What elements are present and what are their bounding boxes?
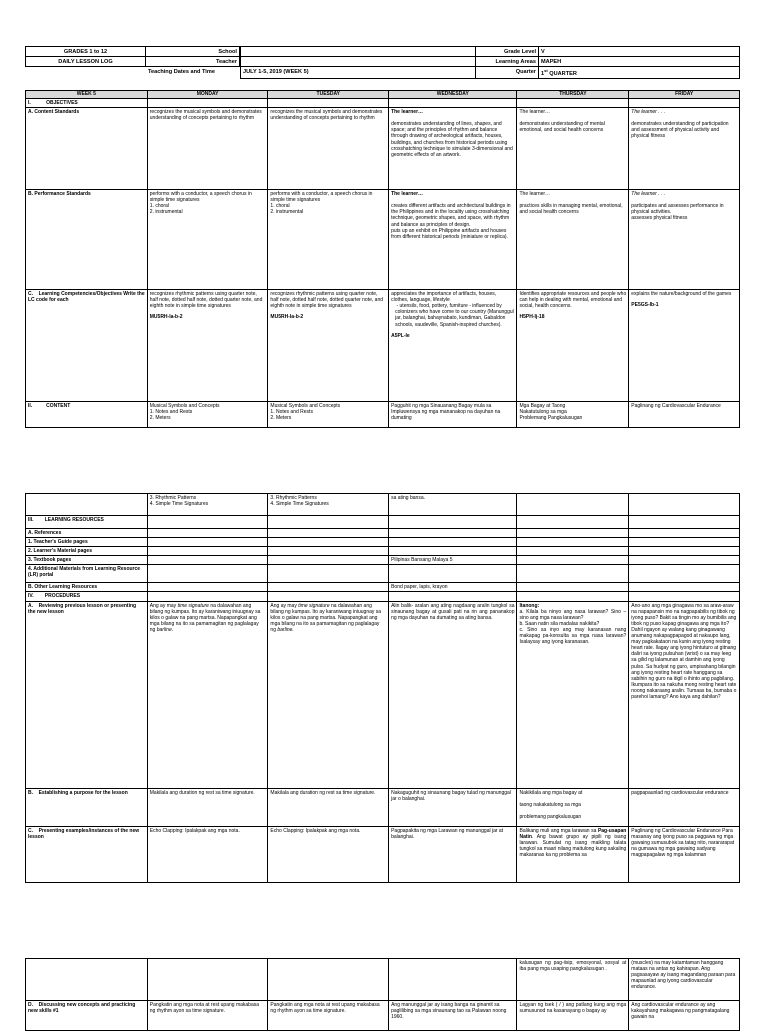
dates-label: Teaching Dates and Time xyxy=(148,69,215,75)
learning-resources-label: III. LEARNING RESOURCES xyxy=(26,516,148,529)
objectives-row xyxy=(26,99,740,108)
log-title: DAILY LESSON LOG xyxy=(26,57,146,67)
content-thursday: Mga Bagay at Taong Nakatutulong sa mga Problemang Pangkalusugan xyxy=(517,402,629,428)
col-wednesday: WEDNESDAY xyxy=(389,91,517,99)
other-resources-row xyxy=(26,583,740,592)
grade-level-value: V xyxy=(539,47,740,57)
review-thursday: Itanong: a. Kilala ba ninyo ang nasa larawan? Sino – sino ang mga nasa larawan? b. Saan natin sila madalas nakikita? c. Sino sa inyo ang may karanasan nang makapag pa-konsulta sa mga nasa larawan? Isalaysay ang iyong karanasan. xyxy=(517,601,629,788)
competencies-label: C. Learning Competencies/Objectives Write the LC code for each xyxy=(26,290,148,402)
procedures-label: IV. PROCEDURES xyxy=(26,592,148,601)
reviewing-row xyxy=(26,601,740,788)
content-label: II. CONTENT xyxy=(26,402,148,428)
lc-tuesday: recognizes rhythmic patterns using quarter note, half note, dotted half note, dotted quarter note, and eighth note in simple time signatures MU5RH-Ia-b-2 xyxy=(268,290,389,402)
discussing-label: D. Discussing new concepts and practicing new skills #1 xyxy=(26,1001,148,1031)
content-standards-label: A. Content Standards xyxy=(26,108,148,190)
presenting-friday: Paglinang ng Cardiovascular Endurance Para masanay ang iyong puso sa paggawa ng mga gawaing sumusubok sa tatag nito, narararapat na gumawa ng mga gawaing sadyang magpapagalaw ng mga kalamnan xyxy=(629,826,740,882)
learning-areas-value: MAPEH xyxy=(539,57,740,67)
school-value xyxy=(241,47,476,57)
lc-friday: explains the nature/background of the games PE5GS-Ib-1 xyxy=(629,290,740,402)
lesson-log-table-p1 xyxy=(25,90,740,428)
competencies-row xyxy=(26,290,740,402)
performance-standards-row xyxy=(26,190,740,290)
discussing-thursday: Lagyan ng tsek ( / ) ang patlang kung ang mga sumusunod na kasanayang o bagay ay xyxy=(517,1001,629,1031)
school-label: School xyxy=(146,47,240,57)
textbook-wednesday: Pilipinas Bansang Malaya 5 xyxy=(389,556,517,565)
purpose-row xyxy=(26,788,740,826)
review-wednesday: Alin balik- aralan ang ating nagdaang aralin tungkol sa sinaunang bagay at gusali pati na rin ang pananakop ng mga dayuhan na dumating sa ating bansa. xyxy=(389,601,517,788)
purpose-label: B. Establishing a purpose for the lesson xyxy=(26,788,148,826)
lesson-log-table-p3 xyxy=(25,958,740,1031)
content-row xyxy=(26,402,740,428)
page-1 xyxy=(0,0,768,440)
col-friday: FRIDAY xyxy=(629,91,740,99)
discussing-wednesday: Ang manunggal jar ay isang banga na ginamit sa paglilibing sa mga sinaunang tao sa Palawan noong 1960. xyxy=(389,1001,517,1031)
col-thursday: THURSDAY xyxy=(517,91,629,99)
purpose-wednesday: Nakaguguhit ng sinaunang bagay tulad ng manunggal jar o balanghai. xyxy=(389,788,517,826)
content-friday: Paglinang ng Cardiovascular Endurance xyxy=(629,402,740,428)
other-resources-wednesday: Bond paper, lapis, krayon xyxy=(389,583,517,592)
content-continued-row xyxy=(26,494,740,516)
purpose-thursday: Nakikilala ang mga bagay at taong nakakatulong sa mga problemang pangkalusugan xyxy=(517,788,629,826)
content-cont-wednesday: sa ating bansa. xyxy=(389,494,517,516)
content-tuesday: Musical Symbols and Concepts 1. Notes and Rests 2. Meters xyxy=(268,402,389,428)
performance-standards-label: B. Performance Standards xyxy=(26,190,148,290)
discussing-monday: Pangkatin ang mga nota at rest upang makabasa ng rhythm ayon sa time signature. xyxy=(147,1001,268,1031)
textbook-pages-row xyxy=(26,556,740,565)
textbook-pages-label: 3. Textbook pages xyxy=(26,556,148,565)
quarter-value: 1st QUARTER xyxy=(539,67,740,79)
lc-wednesday: appreciates the importance of artifacts, houses, clothes, language, lifestyle - utensils, food, pottery, furniture - influenced by colonizers who have come to our country (Manunggul jar, balanghai, bahaynabato, kundiman, Gabaldon schools, vaudeville, Spanish-inspired churches). A5PL-Ie xyxy=(389,290,517,402)
objectives-label: I. OBJECTIVES xyxy=(26,99,148,108)
additional-materials-label: 4. Additional Materials from Learning Resource (LR) portal xyxy=(26,565,148,583)
cs-friday: The learner . . . demonstrates understanding of participation and assessment of physical activity and physical fitness xyxy=(629,108,740,190)
references-label: A. References xyxy=(26,529,148,538)
tg-pages-row xyxy=(26,538,740,547)
lc-monday: recognizes rhythmic patterns using quarter note, half note, dotted half note, dotted quarter note, and eighth note in simple time signatures MU5RH-Ia-b-2 xyxy=(147,290,268,402)
col-tuesday: TUESDAY xyxy=(268,91,389,99)
review-monday: Ang ay may time signature na dalawahan ang bilang ng kumpas. Ito ay karaniwang iniuugnay sa kilos o galaw na pang martsa. Napapangkat ang mga bilang na ito sa pamamagitan ng paglalagay ng barline. xyxy=(147,601,268,788)
dates-value: JULY 1-5, 2019 (WEEK 5) xyxy=(241,67,476,79)
purpose-friday: pagpapaunlad ng cardiovascular endurance xyxy=(629,788,740,826)
discussing-row xyxy=(26,1001,740,1031)
lm-pages-row xyxy=(26,547,740,556)
presenting-cont-friday: (muscles) na may katamtaman hanggang mataas na antas ng kahirapan. Ang pagsasayaw ay isang magandang paraan para mapaunlad ang iyong cardiovascular endurance. xyxy=(629,959,740,1001)
content-cont-tuesday: 3. Rhythmic Patterns 4. Simple Time Signatures xyxy=(268,494,389,516)
content-monday: Musical Symbols and Concepts 1. Notes and Rests 2. Meters xyxy=(147,402,268,428)
presenting-monday: Echo Clapping: Ipalakpak ang mga nota. xyxy=(147,826,268,882)
cs-wednesday: The learner… demonstrates understanding of lines, shapes, and space; and the principles of rhythm and balance through drawing of archeological artifacts, houses, buildings, and churches from historical periods using crosshatching technique to simulate 3-dimensional and geometric effects of an artwork. xyxy=(389,108,517,190)
presenting-label: C. Presenting examples/instances of the new lesson xyxy=(26,826,148,882)
grades-label: GRADES 1 to 12 xyxy=(26,47,146,57)
cs-thursday: The learner… demonstrates understanding of mental emotional, and social health concerns xyxy=(517,108,629,190)
ps-wednesday: The learner… creates different artifacts and architectural buildings in the Philippines and in the locality using crosshatching technique, geometric shapes, and space, with rhythm and balance as principles of design. puts up an exhibit on Philippine artifacts and houses from different historical periods (miniature or replica). xyxy=(389,190,517,290)
presenting-tuesday: Echo Clapping: Ipalakpak ang mga nota. xyxy=(268,826,389,882)
reviewing-label: A. Reviewing previous lesson or presenting the new lesson xyxy=(26,601,148,788)
quarter-label: Quarter xyxy=(476,67,539,79)
content-standards-row xyxy=(26,108,740,190)
ps-thursday: The learner… practices skills in managing mental, emotional, and social health concerns xyxy=(517,190,629,290)
cs-tuesday: recognizes the musical symbols and demonstrates understanding of concepts pertaining to rhythm xyxy=(268,108,389,190)
header-left xyxy=(25,46,240,67)
teacher-value xyxy=(241,57,476,67)
learning-resources-row xyxy=(26,516,740,529)
review-friday: Ano-ano ang mga ginagawa mo sa araw-araw na napapansin mo na nagpapabilis ng tibok ng iyong puso? Bakit sa tingin mo ay bumibilis ang tibok ng puso kapag ginagawa ang mga ito? Dahil ngayon ay walang kang ginagawang anumang nakapagpapagod at nakaupo lang, may pagkakataon na kunin ang iyong resting heart rate. Ilagay ang iyong hintuturo at gitnang daliri sa iyong pulsuhan (wrist) o sa may leeg sa gilid ng lalamunan at damhin ang iyong pulso. Sa hudyat ng guro, umpisahang bilangin ang iyong resting heart rate hanggang sa sabihin ng guro na itigil o ihinto ang pagbilang. Ikumpara ito sa nakuha mong resting heart rate noong nakaraang aralin. Tumaas ba, bumaba o parehoi lamang? Ano kaya ang dahilan? xyxy=(629,601,740,788)
ps-monday: performs with a conductor, a speech chorus in simple time signatures 1. choral 2. instrumental xyxy=(147,190,268,290)
ps-tuesday: performs with a conductor, a speech chorus in simple time signatures 1. choral 2. instrumental xyxy=(268,190,389,290)
learning-areas-label: Learning Areas xyxy=(476,57,539,67)
purpose-monday: Makilala ang duration ng rest sa time signature. xyxy=(147,788,268,826)
content-cont-monday: 3. Rhythmic Patterns 4. Simple Time Signatures xyxy=(147,494,268,516)
other-resources-label: B. Other Learning Resources xyxy=(26,583,148,592)
purpose-tuesday: Makilala ang duration ng rest sa time signature. xyxy=(268,788,389,826)
col-week: WEEK 5 xyxy=(26,91,148,99)
procedures-row xyxy=(26,592,740,601)
tg-pages-label: 1. Teacher's Guide pages xyxy=(26,538,148,547)
discussing-tuesday: Pangkatin ang mga nota at rest upang makabasa ng rhythm ayon sa time signature. xyxy=(268,1001,389,1031)
col-monday: MONDAY xyxy=(147,91,268,99)
presenting-thursday: Balikang muli ang mga larawan sa Pag-usapan Natin. Ang bawat grupo ay pipili ng isang larawan. Sumulat ng isang maikling talata tungkol sa maari nilang maitulong kung sakaling makaranas ka ng problema sa xyxy=(517,826,629,882)
additional-materials-row xyxy=(26,565,740,583)
content-wednesday: Pagguhit ng mga Sinauanang Bagay mula sa Impluwensya ng mga mananakop na dayuhan na dumating xyxy=(389,402,517,428)
lc-thursday: Identifies appropriate resources and people who can help in dealing with mental, emotional and social, health concerns. H5PH-Ij-18 xyxy=(517,290,629,402)
lm-pages-label: 2. Learner's Material pages xyxy=(26,547,148,556)
presenting-row xyxy=(26,826,740,882)
cs-monday: recognizes the musical symbols and demonstrates understanding of concepts pertaining to rhythm xyxy=(147,108,268,190)
header-right xyxy=(240,46,740,79)
presenting-continued-row xyxy=(26,959,740,1001)
presenting-wednesday: Pagpapakita ng mga Larawan ng manunggal jar at balanghai. xyxy=(389,826,517,882)
discussing-friday: Ang cardiovascular endurance ay ang kakayahang makagawa ng pangmatagalang gawain na xyxy=(629,1001,740,1031)
review-tuesday: Ang ay may time signature na dalawahan ang bilang ng kumpas. Ito ay karaniwang iniuugnay sa kilos o galaw na pang martsa. Napapangkat ang mga bilang na ito sa pamamagitan ng paglalagay ng barline. xyxy=(268,601,389,788)
lesson-log-table-p2 xyxy=(25,493,740,883)
references-row xyxy=(26,529,740,538)
teacher-label: Teacher xyxy=(146,57,240,67)
page-2 xyxy=(0,490,768,950)
page-3 xyxy=(0,958,768,1024)
ps-friday: The learner . . . participates and assesses performance in physical activities. assesses physical fitness xyxy=(629,190,740,290)
column-headers xyxy=(26,91,740,99)
presenting-cont-thursday: kalusugan ng pag-iisip, emosyonal, sosyal at iba pang mga usaping pangkalusugan . xyxy=(517,959,629,1001)
grade-level-label: Grade Level xyxy=(476,47,539,57)
